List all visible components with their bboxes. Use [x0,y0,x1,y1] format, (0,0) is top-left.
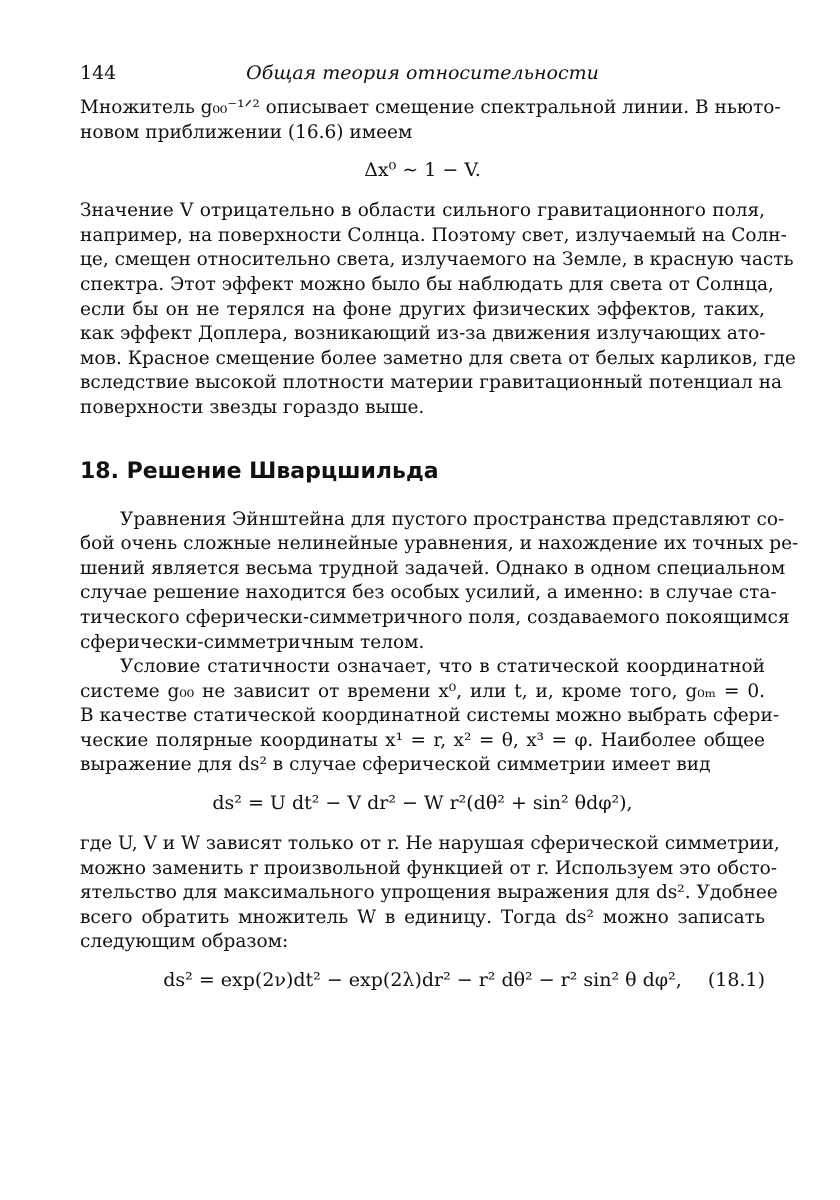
text-line: тического сферически-симметричного поля, создаваемого покоящимся [80,606,790,628]
equation-formula: ds² = exp(2ν)dt² − exp(2λ)dr² − r² dθ² − r² sin² θ dφ², [163,969,682,992]
text-line: В качестве статической координатной системы можно выбрать сфери- [80,705,780,727]
text-line: Условие статичности означает, что в статической координатной [120,656,765,678]
text-line: например, на поверхности Солнца. Поэтому свет, излучаемый на Солн- [80,224,787,246]
page-header [80,62,765,96]
equation-delta-x: Δx⁰ ∼ 1 − V. [364,159,481,182]
text-line: следующим образом: [80,931,289,953]
running-title: Общая теория относительности [246,62,599,84]
page-number: 144 [80,62,117,84]
text-line: как эффект Доплера, возникающий из-за движения излучающих ато- [80,323,766,345]
text-line: спектра. Этот эффект можно было бы наблюдать для света от Солнца, [80,273,774,295]
text-line: бой очень сложные нелинейные уравнения, и нахождение их точных ре- [80,533,799,555]
text-line: ческие полярные координаты x¹ = r, x² = θ, x³ = φ. Наиболее общее [80,729,765,751]
text-line: выражение для ds² в случае сферической симметрии имеет вид [80,754,711,776]
section-heading: 18. Решение Шварцшильда [80,458,439,484]
text-line: Множитель g₀₀⁻¹ᐟ² описывает смещение спектральной линии. В ньюто- [80,97,781,118]
text-line: вследствие высокой плотности материи гравитационный потенциал на [80,372,783,394]
equation-number: (18.1) [707,969,765,992]
text-line: поверхности звезды гораздо выше. [80,396,425,418]
paragraph-1 [80,96,781,145]
equation-ds2-general: ds² = U dt² − V dr² − W r²(dθ² + sin² θdφ²), [212,792,633,815]
paragraph-5 [80,832,780,955]
text-line: можно заменить r произвольной функцией от r. Используем это обсто- [80,857,778,879]
text-line: Уравнения Эйнштейна для пустого пространства представляют со- [120,508,785,530]
text-line: где U, V и W зависят только от r. Не нарушая сферической симметрии, [80,833,780,855]
paragraph-2 [80,199,796,420]
text-line: мов. Красное смещение более заметно для света от белых карликов, где [80,347,796,369]
text-line: системе g₀₀ не зависит от времени x⁰, или t, и, кроме того, g₀ₘ = 0. [80,680,765,702]
paragraph-3 [80,508,799,656]
equation-18-1 [80,969,765,991]
text-line: ятельство для максимального упрощения выражения для ds². Удобнее [80,882,778,904]
text-line: случае решение находится без особых усилий, а именно: в случае ста- [80,582,777,604]
text-line: сферически-симметричным телом. [80,631,425,653]
text-line: если бы он не терялся на фоне других физических эффектов, таких, [80,298,765,320]
text-line: всего обратить множитель W в единицу. Тогда ds² можно записать [80,906,765,928]
text-line: Значение V отрицательно в области сильного гравитационного поля, [80,200,765,222]
paragraph-4 [80,655,780,778]
text-line: це, смещен относительно света, излучаемого на Земле, в красную часть [80,249,794,271]
text-line: новом приближении (16.6) имеем [80,121,413,143]
text-line: шений является весьма трудной задачей. Однако в одном специальном [80,557,786,579]
page [80,62,799,1009]
